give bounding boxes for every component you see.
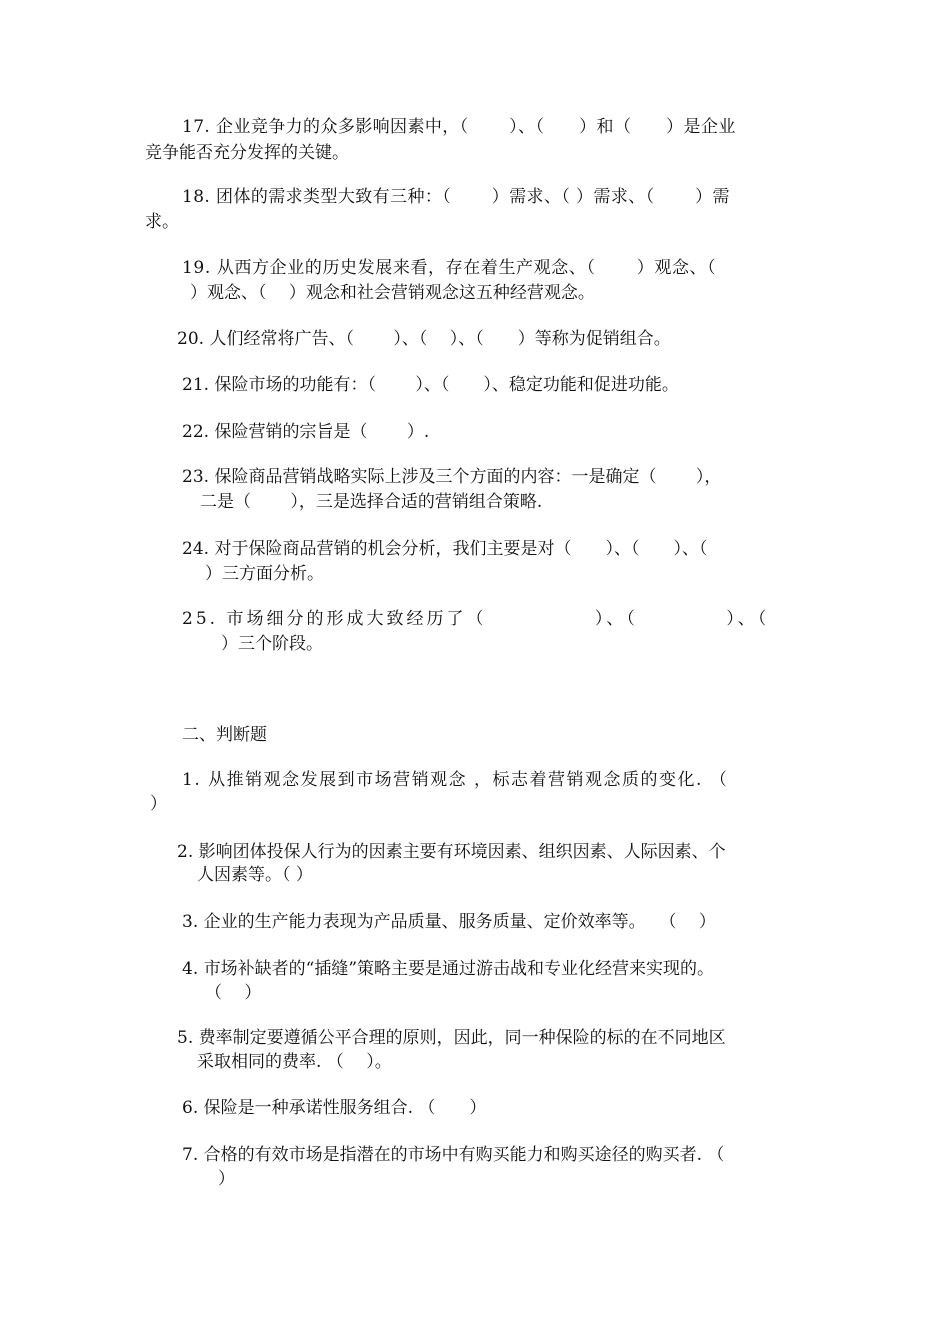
question-17-line2: 竞争能否充分发挥的关键。 xyxy=(145,143,349,163)
question-25-line2: ）三个阶段。 xyxy=(221,634,323,654)
judgment-7-line1: 7. 合格的有效市场是指潜在的市场中有购买能力和购买途径的购买者. （ xyxy=(182,1145,725,1165)
question-22-line1: 22. 保险营销的宗旨是（ ）. xyxy=(182,422,430,442)
question-25-line1: 25. 市场细分的形成大致经历了（ ）、（ ）、（ xyxy=(182,609,770,629)
judgment-2-line2: 人因素等。（ ） xyxy=(197,865,313,885)
question-23-line1: 23. 保险商品营销战略实际上涉及三个方面的内容：一是确定（ ）， xyxy=(182,467,722,487)
judgment-4-line1: 4. 市场补缺者的“插缝”策略主要是通过游击战和专业化经营来实现的。 xyxy=(182,959,715,979)
question-21-line1: 21. 保险市场的功能有：（ ）、（ ）、稳定功能和促进功能。 xyxy=(182,375,679,395)
question-24-line2: ）三方面分析。 xyxy=(205,564,324,584)
question-23 xyxy=(182,465,721,489)
question-18 xyxy=(182,185,730,209)
question-17-line1: 17. 企业竞争力的众多影响因素中，（ ）、（ ）和（ ）是企业 xyxy=(182,117,736,137)
judgment-4 xyxy=(182,957,714,981)
question-18-line2: 求。 xyxy=(145,212,179,232)
question-19-cont xyxy=(190,281,595,305)
judgment-3 xyxy=(182,910,716,934)
judgment-1-line1: 1. 从推销观念发展到市场营销观念 ，标志着营销观念质的变化. （ xyxy=(182,770,729,790)
judgment-1-cont xyxy=(150,792,167,816)
judgment-6 xyxy=(182,1096,486,1120)
question-19 xyxy=(182,256,716,280)
question-20-line1: 20. 人们经常将广告、（ ）、（ ）、（ ）等称为促销组合。 xyxy=(177,329,671,349)
judgment-6-line1: 6. 保险是一种承诺性服务组合. （ ） xyxy=(182,1098,487,1118)
judgment-3-line1: 3. 企业的生产能力表现为产品质量、服务质量、定价效率等。 （ ） xyxy=(182,912,716,932)
question-24 xyxy=(182,537,707,561)
judgment-7-line2: ） xyxy=(218,1169,235,1189)
judgment-1 xyxy=(182,768,728,792)
judgment-5-line2: 采取相同的费率. （ ）。 xyxy=(197,1052,392,1072)
question-17-cont xyxy=(145,141,349,165)
question-23-cont xyxy=(200,490,542,514)
section-heading-text: 二、判断题 xyxy=(182,725,267,745)
question-20 xyxy=(177,327,671,351)
question-18-cont xyxy=(145,210,179,234)
question-24-line1: 24. 对于保险商品营销的机会分析，我们主要是对（ ）、（ ）、（ xyxy=(182,539,708,559)
question-17 xyxy=(182,115,812,139)
judgment-5 xyxy=(177,1026,726,1050)
judgment-1-line2: ） xyxy=(150,794,167,814)
judgment-7 xyxy=(182,1143,724,1167)
judgment-5-cont xyxy=(197,1050,392,1074)
section-heading xyxy=(182,723,267,747)
question-22 xyxy=(182,420,429,444)
judgment-2-cont xyxy=(197,863,313,887)
question-25-cont xyxy=(221,632,323,656)
question-21 xyxy=(182,373,679,397)
judgment-2 xyxy=(177,840,726,864)
judgment-4-cont xyxy=(205,981,261,1005)
judgment-2-line1: 2. 影响团体投保人行为的因素主要有环境因素、组织因素、人际因素、个 xyxy=(177,842,726,862)
question-25 xyxy=(182,607,769,631)
judgment-5-line1: 5. 费率制定要遵循公平合理的原则，因此，同一种保险的标的在不同地区 xyxy=(177,1028,726,1048)
question-19-line1: 19. 从西方企业的历史发展来看，存在着生产观念、（ ）观念、（ xyxy=(182,258,717,278)
judgment-7-cont xyxy=(218,1167,235,1191)
judgment-4-line2: （ ） xyxy=(205,983,262,1003)
question-18-line1: 18. 团体的需求类型大致有三种：（ ）需求、（ ）需求、（ ）需 xyxy=(182,187,730,207)
question-23-line2: 二是（ ），三是选择合适的营销组合策略. xyxy=(200,492,543,512)
question-24-cont xyxy=(205,562,324,586)
question-19-line2: ）观念、（ ）观念和社会营销观念这五种经营观念。 xyxy=(190,283,595,303)
